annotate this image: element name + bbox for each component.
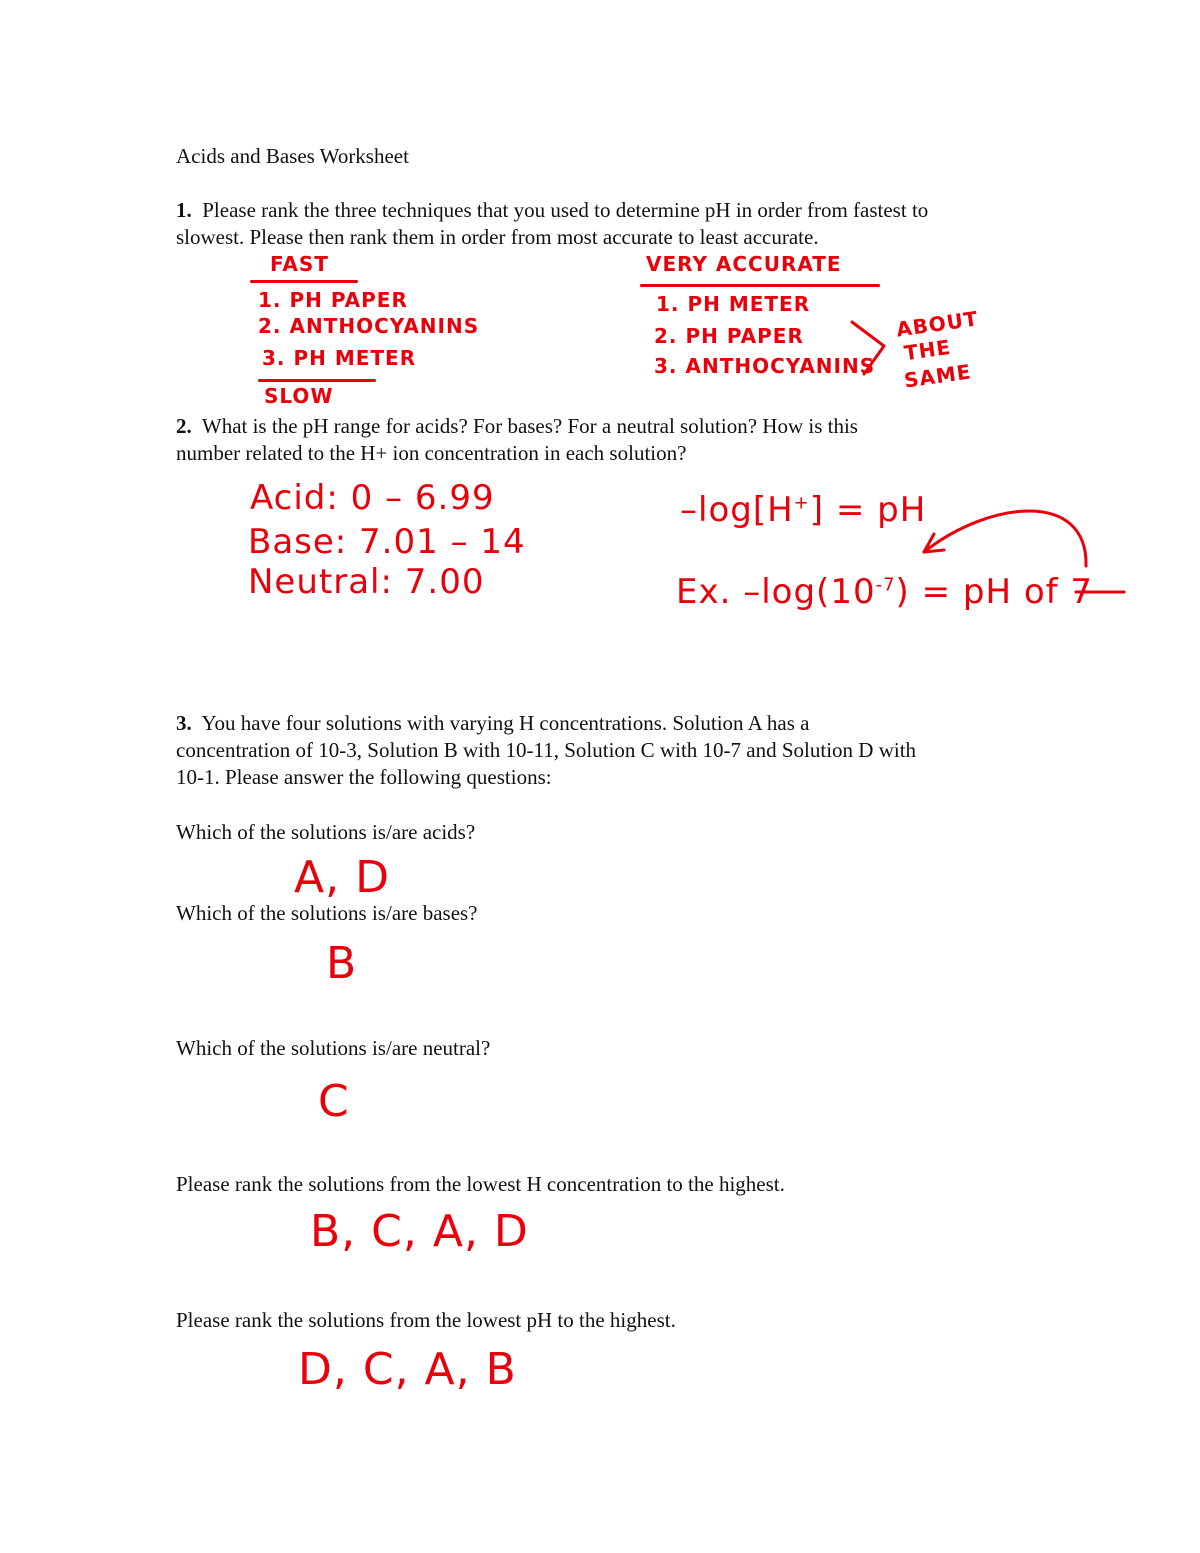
rank-ph-question: Please rank the solutions from the lowest pH to the highest. (176, 1308, 676, 1332)
neutral-answer: C (318, 1076, 350, 1127)
question-2-line-1: What is the pH range for acids? For bases? For a neutral solution? How is this (201, 414, 858, 438)
bases-question: Which of the solutions is/are bases? (176, 901, 478, 925)
question-3-number: 3. (176, 711, 192, 735)
formula-example-sup: -7 (875, 574, 896, 596)
accuracy-item-2: 2. PH PAPER (654, 324, 804, 348)
speed-item-3: 3. PH METER (262, 346, 417, 370)
accuracy-note-line-2: THE (902, 334, 953, 366)
question-1-line-2: slowest. Please then rank them in order from most accurate to least accurate. (176, 225, 819, 249)
accuracy-header: VERY ACCURATE (646, 252, 842, 276)
question-1-number: 1. (176, 198, 192, 222)
accuracy-item-3: 3. ANTHOCYANINS (654, 354, 876, 378)
accuracy-note-line-1: ABOUT (894, 306, 980, 342)
rank-h-question: Please rank the solutions from the lowest H concentration to the highest. (176, 1172, 785, 1196)
formula-main-sup: + (793, 492, 810, 514)
question-2-number: 2. (176, 414, 192, 438)
question-3-line-1: You have four solutions with varying H concentrations. Solution A has a (201, 711, 810, 735)
accuracy-item-1: 1. PH METER (656, 292, 811, 316)
accuracy-note-line-3: SAME (902, 359, 973, 393)
acids-question: Which of the solutions is/are acids? (176, 820, 476, 844)
question-1-line-1: Please rank the three techniques that you used to determine pH in order from fastest to (202, 198, 929, 222)
formula-example-right: ) = pH of 7 (895, 572, 1094, 612)
speed-header: FAST (270, 252, 329, 276)
range-acid: Acid: 0 – 6.99 (250, 478, 495, 518)
formula-main-left: –log[H (680, 490, 794, 530)
rank-ph-answer: D, C, A, B (298, 1344, 517, 1395)
speed-footer: SLOW (264, 384, 334, 408)
question-3 (176, 710, 809, 737)
formula-example-left: Ex. –log(10 (676, 572, 876, 612)
bases-answer: B (326, 938, 358, 989)
question-3-line-2: concentration of 10-3, Solution B with 10-11, Solution C with 10-7 and Solution D with (176, 738, 917, 762)
rank-h-answer: B, C, A, D (310, 1206, 529, 1257)
speed-item-2: 2. ANTHOCYANINS (258, 314, 480, 338)
neutral-question: Which of the solutions is/are neutral? (176, 1036, 491, 1060)
worksheet-title: Acids and Bases Worksheet (176, 144, 409, 168)
question-3-line-3: 10-1. Please answer the following questions: (176, 765, 552, 789)
acids-answer: A, D (294, 852, 390, 903)
range-neutral: Neutral: 7.00 (248, 562, 485, 602)
range-base: Base: 7.01 – 14 (248, 522, 526, 562)
formula-main-right: ] = pH (809, 490, 927, 530)
speed-item-1: 1. PH PAPER (258, 288, 408, 312)
question-2-line-2: number related to the H+ ion concentration in each solution? (176, 441, 687, 465)
